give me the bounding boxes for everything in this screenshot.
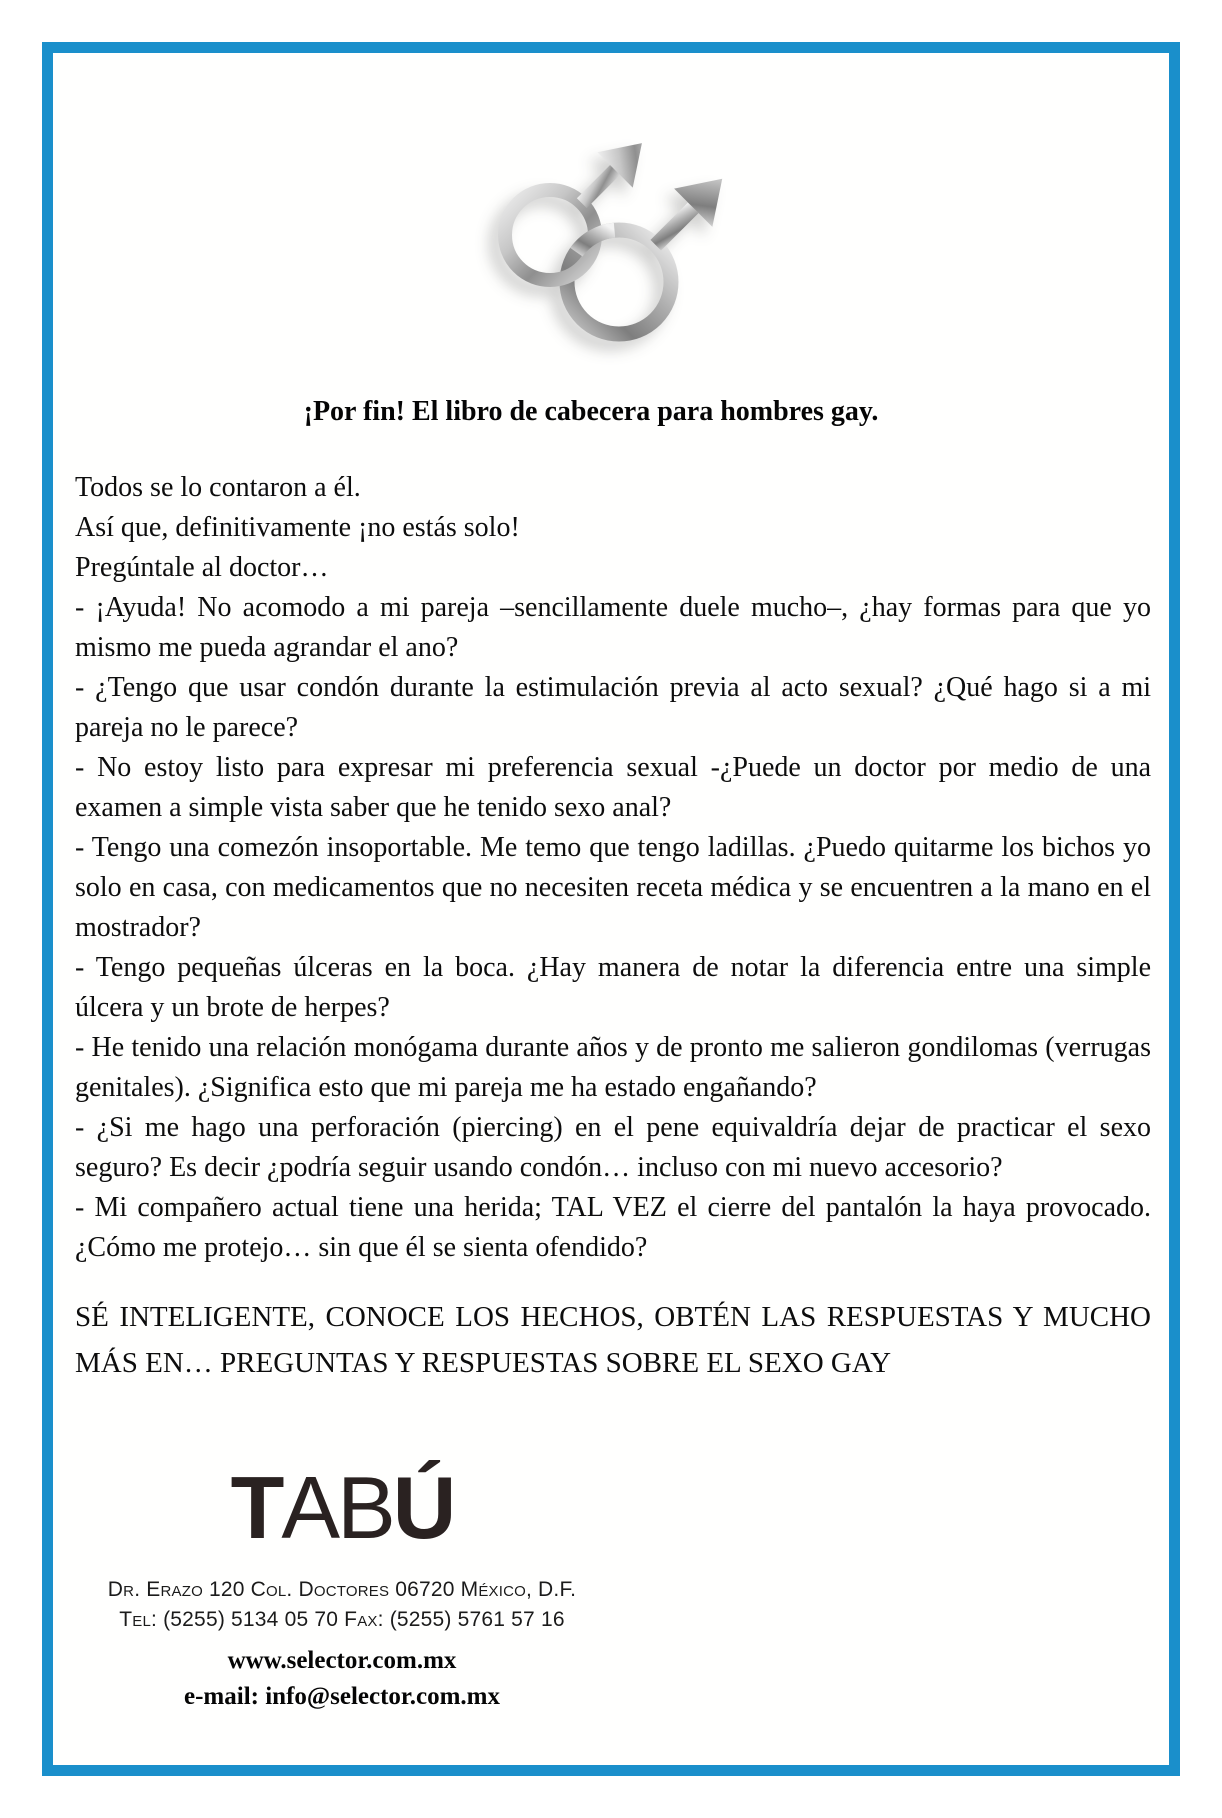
logo-letters-ab: AB — [281, 1458, 393, 1557]
book-tagline-title: ¡Por fin! El libro de cabecera para hombres gay. — [303, 396, 879, 427]
question-item: - ¿Si me hago una perforación (piercing) en el pene equivaldría dejar de practicar el sexo seguro? Es decir ¿podría seguir usando condón… incluso con mi nuevo accesorio? — [75, 1112, 1151, 1183]
question-item: - Tengo pequeñas úlceras en la boca. ¿Hay manera de notar la diferencia entre una simple úlcera y un brote de herpes? — [75, 952, 1151, 1023]
male-symbols-icon — [488, 130, 732, 358]
logo-letter-t: T — [230, 1458, 282, 1557]
question-item: - No estoy listo para expresar mi preferencia sexual -¿Puede un doctor por medio de una examen a simple vista saber que he tenido sexo anal? — [75, 752, 1151, 823]
intro-line: Pregúntale al doctor… — [75, 552, 329, 583]
question-item: - Tengo una comezón insoportable. Me temo que tengo ladillas. ¿Puedo quitarme los bichos yo solo en casa, con medicamentos que no necesiten receta médica y se encuentren a la mano en el mostrador? — [75, 832, 1151, 943]
publisher-email: e-mail: info@selector.com.mx — [184, 1683, 500, 1710]
intro-line: Todos se lo contaron a él. — [75, 472, 361, 503]
question-item: - He tenido una relación monógama durante años y de pronto me salieron gondilomas (verrugas genitales). ¿Significa esto que mi pareja me ha estado engañando? — [75, 1032, 1151, 1103]
question-item: - ¿Tengo que usar condón durante la estimulación previa al acto sexual? ¿Qué hago si a mi pareja no le parece? — [75, 672, 1151, 743]
question-item: - ¡Ayuda! No acomodo a mi pareja –sencillamente duele mucho–, ¿hay formas para que yo mismo me pueda agrandar el ano? — [75, 592, 1151, 663]
male-symbol-left — [505, 130, 660, 280]
publisher-website: www.selector.com.mx — [227, 1647, 457, 1674]
tabu-logo — [72, 1458, 612, 1557]
back-cover-text — [75, 468, 1151, 1386]
publisher-block — [72, 1458, 612, 1712]
publisher-phone-fax: Tel: (5255) 5134 05 70 Fax: (5255) 5761 57 16 — [119, 1608, 565, 1631]
intro-line: Así que, definitivamente ¡no estás solo! — [75, 512, 520, 543]
question-item: - Mi compañero actual tiene una herida; TAL VEZ el cierre del pantalón la haya provocado. ¿Cómo me protejo… sin que él se sienta ofendido? — [75, 1192, 1151, 1263]
publisher-address: Dr. Erazo 120 Col. Doctores 06720 México, D.F. — [107, 1578, 577, 1601]
closing-statement: SÉ INTELIGENTE, CONOCE LOS HECHOS, OBTÉN LAS RESPUESTAS Y MUCHO MÁS EN… PREGUNTAS Y RESPUESTAS SOBRE EL SEXO GAY — [75, 1301, 1151, 1379]
logo-letter-u: Ú — [392, 1458, 454, 1557]
